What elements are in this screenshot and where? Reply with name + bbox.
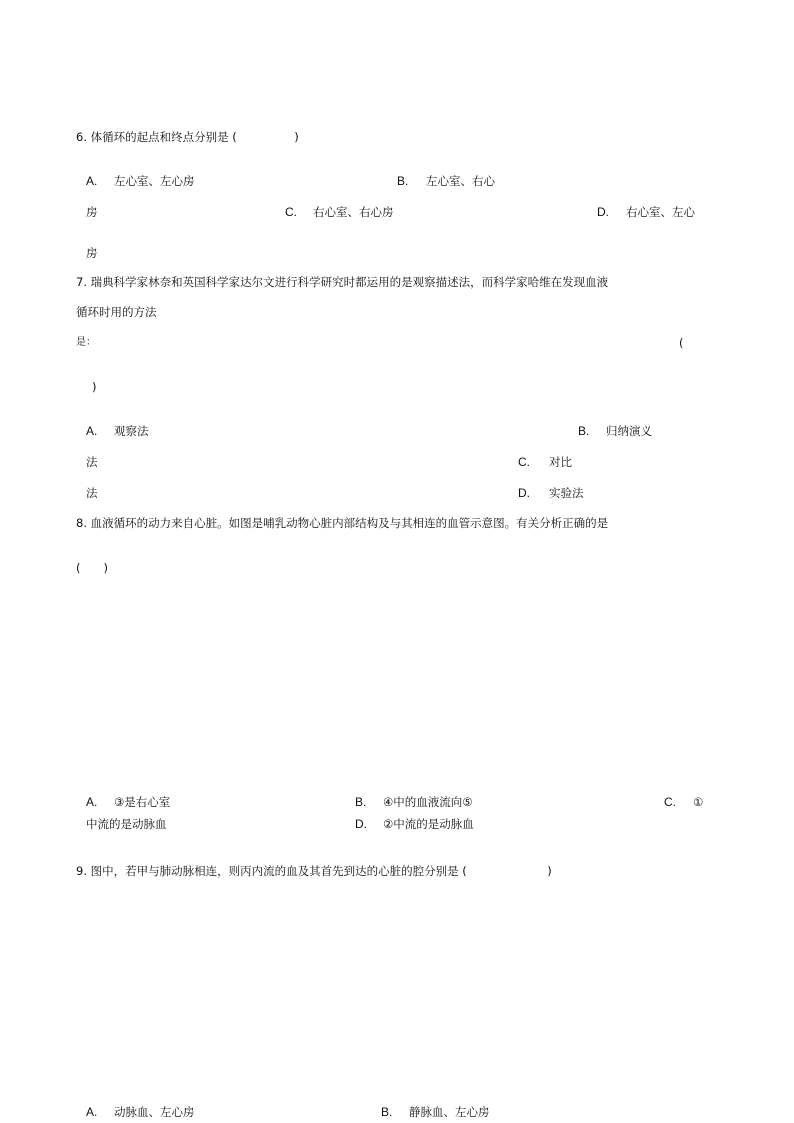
q7-option-d-text: 实验法: [549, 486, 584, 500]
q8-option-a-text: ③是右心室: [114, 795, 171, 809]
q6-option-d-text: 右心室、左心: [626, 205, 695, 219]
q7-option-a-label: A.: [86, 424, 98, 438]
q7-option-c-continuation: 法: [86, 486, 98, 500]
q9-option-b-label: B.: [381, 1105, 393, 1119]
q7-option-c-label: C.: [518, 455, 530, 469]
q6-option-b-continuation: 房: [86, 205, 98, 219]
q6-option-d-label: D.: [597, 205, 609, 219]
q8-option-b-label: B.: [355, 795, 367, 809]
question-6-stem: 6. 体循环的起点和终点分别是 ( ): [76, 130, 299, 144]
q7-option-b-continuation: 法: [86, 455, 98, 469]
q6-option-a-text: 左心室、左心房: [114, 174, 195, 188]
q6-option-b-label: B.: [397, 174, 409, 188]
question-7-stem-line2: 循环时用的方法: [76, 305, 157, 319]
q8-option-c-label: C.: [664, 795, 676, 809]
q9-option-b-text: 静脉血、左心房: [409, 1105, 490, 1119]
q7-option-d-label: D.: [518, 486, 530, 500]
q8-option-d-label: D.: [355, 817, 367, 831]
question-7-stem-line3: 是：: [76, 337, 96, 348]
q6-option-c-label: C.: [285, 205, 297, 219]
q8-option-a-label: A.: [86, 795, 98, 809]
q8-option-d-text: ②中流的是动脉血: [383, 817, 474, 831]
question-7-stem-line1: 7. 瑞典科学家林奈和英国科学家达尔文进行科学研究时都运用的是观察描述法，而科学家哈维在发现血液: [76, 275, 609, 289]
question-8-stem: 8. 血液循环的动力来自心脏。如图是哺乳动物心脏内部结构及与其相连的血管示意图。有关分析正确的是: [76, 516, 609, 530]
question-9-stem: 9. 图中，若甲与肺动脉相连，则丙内流的血及其首先到达的心脏的腔分别是 ( ): [76, 864, 552, 878]
q7-paren-open: (: [679, 336, 684, 350]
q6-option-b-text: 左心室、右心: [426, 174, 495, 188]
q7-option-c-text: 对比: [549, 455, 572, 469]
q6-option-a-label: A.: [86, 174, 98, 188]
q8-option-c-continuation: 中流的是动脉血: [86, 817, 167, 831]
q9-option-a-text: 动脉血、左心房: [114, 1105, 195, 1119]
q7-option-b-label: B.: [578, 424, 590, 438]
q7-option-a-text: 观察法: [114, 424, 149, 438]
q7-paren-close: ): [92, 380, 97, 394]
q8-option-b-text: ④中的血液流向⑤: [383, 795, 473, 809]
q7-option-b-text: 归纳演义: [606, 424, 652, 438]
q6-option-c-text: 右心室、右心房: [313, 205, 394, 219]
q9-option-a-label: A.: [86, 1105, 98, 1119]
q8-option-c-text: ①: [693, 795, 704, 809]
q6-option-d-continuation: 房: [86, 246, 98, 260]
question-8-answer-paren: ( ): [76, 561, 108, 575]
